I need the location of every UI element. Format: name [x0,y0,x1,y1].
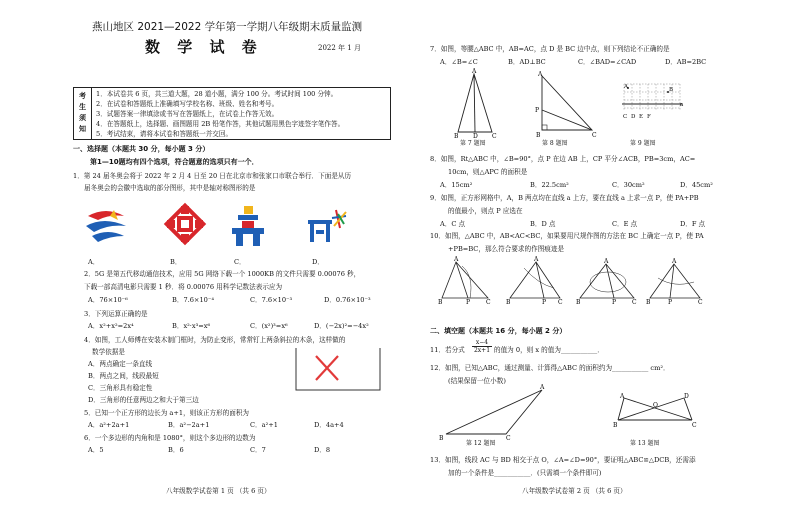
q6-stem: 6．一个多边形的内角和是 1080°，则这个多边形的边数为 [84,434,256,442]
q8-option-d: D．45cm² [680,181,713,189]
q1-stem-line2: 届冬奥会的会徽中选取的部分图形，其中是轴对称图形的是 [84,184,256,192]
svg-text:P: P [535,107,540,114]
door-frame-figure [296,348,380,390]
svg-text:D: D [473,133,478,140]
exam-title: 燕山地区 2021—2022 学年第一学期八年级期末质量监测 [92,21,363,33]
svg-text:C: C [632,299,637,306]
svg-text:P: P [542,299,547,306]
q11-prefix: 11．若分式 [430,346,465,354]
svg-text:a: a [680,102,684,108]
figure-9-caption: 第 9 题图 [630,140,656,147]
q9-stem-line1: 9．如图，正方形网格中，A，B 两点均在直线 a 上方，要在直线 a 上求一点 P，使 PA+PB [430,194,699,202]
q2-option-b: B．7.6×10⁻⁴ [172,296,214,304]
q4-option-d: D．三角形的任意两边之和大于第三边 [88,396,199,404]
figure-13 [613,393,698,430]
svg-text:C: C [592,132,597,139]
q4-option-c: C．三角形具有稳定性 [88,384,153,392]
q11-fraction [472,339,492,354]
emblem-a-image [84,206,130,246]
figure-12-caption: 第 12 题图 [466,440,496,447]
notice-item-2: 2．在试卷和答题纸上准确填写学校名称、班级、姓名和考号。 [96,100,279,108]
figure-9 [622,80,686,124]
q3-option-c: C．(x²)³=x⁶ [250,322,288,330]
notice-item-1: 1．本试卷共 6 页，共三道大题，28 道小题，满分 100 分。考试时间 100 分钟。 [96,90,338,98]
svg-text:C: C [492,133,497,140]
q7-stem: 7．如图，等腰△ABC 中，AB=AC，点 D 是 BC 边中点，则下列结论不正确的是 [430,45,670,53]
q5-option-c: C．a²+1 [250,421,278,429]
section1-instruction: 第1—10题均有四个选项，符合题意的选项只有一个． [90,158,259,166]
svg-text:B: B [613,422,618,429]
notice-label-1: 考 [79,92,86,100]
svg-text:B: B [438,299,443,306]
svg-text:B: B [439,435,444,442]
q9-stem-line2: 的值最小，则点 P 应选在 [448,207,523,215]
q10-options-figures [438,258,708,310]
svg-text:C: C [486,299,491,306]
q5-option-a: A．a²+2a+1 [88,421,130,429]
svg-text:A: A [454,256,459,263]
q5-stem: 5．已知一个正方形的边长为 a+1，则该正方形的面积为 [84,409,250,417]
svg-text:F: F [647,114,651,120]
svg-text:A: A [604,258,609,265]
section2-title: 二、填空题（本题共 16 分，每小题 2 分） [430,327,567,335]
q11-numerator: x−4 [475,339,489,346]
notice-item-3: 3．试题答案一律填涂或书写在答题纸上，在试卷上作答无效。 [96,110,279,118]
q6-option-d: D．8 [314,446,331,454]
svg-text:O: O [653,402,658,409]
q8-stem-line2: 10cm，则△APC 的面积是 [448,168,528,176]
svg-text:B: B [506,299,511,306]
notice-label-4: 知 [79,125,86,133]
section1-title: 一、选择题（本题共 30 分，每小题 3 分） [73,145,210,153]
q1-option-b: B． [170,258,182,266]
q1-option-d: D． [312,258,324,266]
q7-option-c: C．∠BAD=∠CAD [578,58,637,66]
figure-12 [436,382,556,440]
svg-text:A: A [472,68,477,75]
figure-8-caption: 第 8 题图 [542,140,568,147]
q4-stem-line1: 4．如图，工人师傅在安装木制门框时，为防止变形，常常钉上两条斜拉的木条，这样做的 [84,336,346,344]
figure-13-caption: 第 13 题图 [630,440,660,447]
notice-item-5: 5．考试结束，请将本试卷和答题纸一并交回。 [96,130,233,138]
q3-stem: 3．下列运算正确的是 [84,310,148,318]
notice-label [74,88,92,139]
svg-text:C: C [506,435,511,442]
svg-text:C: C [692,422,697,429]
q7-option-b: B．AD⊥BC [508,58,546,66]
svg-text:B: B [646,299,651,306]
svg-text:P: P [466,299,471,306]
svg-text:C: C [623,114,628,120]
q3-option-a: A．x²+x²=2x⁴ [88,322,134,330]
svg-text:D: D [631,114,636,120]
notice-box [73,87,391,140]
q8-option-a: A．15cm² [440,181,473,189]
svg-text:B: B [576,299,581,306]
figure-8 [534,72,598,138]
q9-option-c: C．E 点 [612,220,638,228]
subject-title: 数 学 试 卷 [145,38,263,56]
q2-stem-line1: 2．5G 是第五代移动通信技术，应用 5G 网络下载一个 1000KB 的文件只需要 0.00076 秒， [84,270,361,278]
q3-option-d: D．(−2x)²=−4x² [314,322,369,330]
q6-option-b: B．6 [168,446,184,454]
q6-option-a: A．5 [88,446,104,454]
q2-option-a: A．76×10⁻⁶ [88,296,128,304]
svg-text:B: B [669,87,674,93]
q6-option-c: C．7 [250,446,266,454]
svg-text:P: P [668,299,673,306]
q8-option-c: C．30cm² [612,181,645,189]
q10-stem-line1: 10．如图，△ABC 中，AB<AC<BC，如果要用尺规作图的方法在 BC 上确定一点 P，使 PA [430,232,704,240]
q4-option-a: A．两点确定一条直线 [88,360,153,368]
notice-label-2: 生 [79,103,86,111]
q9-option-b: B．D 点 [530,220,556,228]
svg-text:A: A [624,84,628,90]
q8-stem-line1: 8．如图，Rt△ABC 中，∠B=90°，点 P 在边 AB 上，CP 平分∠ACB，PB=3cm，AC= [430,155,696,163]
q11-denominator: 2x+1 [473,347,491,354]
emblem-d-image [304,206,350,246]
q2-option-c: C．7.6×10⁻³ [250,296,293,304]
q2-option-d: D．0.76×10⁻³ [324,296,371,304]
footer-left: 八年级数学试卷第 1 页 （共 6 页） [166,487,271,495]
footer-right: 八年级数学试卷第 2 页 （共 6 页） [522,487,627,495]
q1-option-c: C． [234,258,246,266]
svg-text:C: C [558,299,563,306]
notice-item-4: 4．在答题纸上，选择题、画图题用 2B 铅笔作答，其他试题用黑色字迹签字笔作答。 [96,120,345,128]
q3-option-b: B．x²·x³=x⁶ [172,322,211,330]
q13-stem-line1: 13．如图，线段 AC 与 BD 相交于点 O，∠A=∠D=90°，要证明△ABC≌△DCB，还需添 [430,456,696,464]
q1-stem-line1: 1．第 24 届冬奥会将于 2022 年 2 月 4 日至 20 日在北京市和张家口市联合举行．下面是从历 [73,172,352,180]
q9-option-d: D．F 点 [680,220,706,228]
q11-suffix: 的值为 0，则 x 的值为___________． [494,346,604,354]
exam-date: 2022 年 1 月 [318,44,361,52]
svg-text:B: B [454,133,459,140]
svg-text:A: A [540,384,545,391]
notice-label-3: 须 [79,114,86,122]
svg-text:P: P [612,299,617,306]
figure-7-caption: 第 7 题图 [460,140,486,147]
q1-option-a: A． [88,258,100,266]
q5-option-b: B．a²−2a+1 [168,421,210,429]
q2-stem-line2: 下载一部高清电影只需要 1 秒．将 0.00076 用科学记数法表示应为 [84,283,283,291]
q4-option-b: B．两点之间，线段最短 [88,372,159,380]
q13-stem-line2: 加的一个条件是___________．(只需填一个条件即可) [448,469,602,477]
q12-stem-line1: 12．如图，已知△ABC，通过测量、计算得△ABC 的面积约为___________ cm²． [430,364,670,372]
emblem-b-image [165,204,205,248]
q12-stem-line2: (结果保留一位小数) [448,377,506,385]
svg-text:E: E [639,114,644,120]
q7-option-d: D．AB=2BC [665,58,707,66]
svg-text:C: C [698,299,703,306]
q4-stem-line2: 数学依据是 [92,348,125,356]
svg-text:D: D [684,393,689,400]
q5-option-d: D．4a+4 [314,421,344,429]
q10-stem-line2: +PB=BC，那么符合要求的作图痕迹是 [448,245,565,253]
svg-text:B: B [536,132,541,139]
svg-text:A: A [672,258,677,265]
figure-7 [452,70,502,140]
q9-option-a: A．C 点 [440,220,466,228]
q8-option-b: B．22.5cm² [530,181,569,189]
svg-text:A: A [538,71,543,78]
emblem-c-image [228,204,268,248]
svg-text:A: A [620,393,625,400]
q7-option-a: A．∠B=∠C [440,58,478,66]
svg-text:A: A [534,256,539,263]
